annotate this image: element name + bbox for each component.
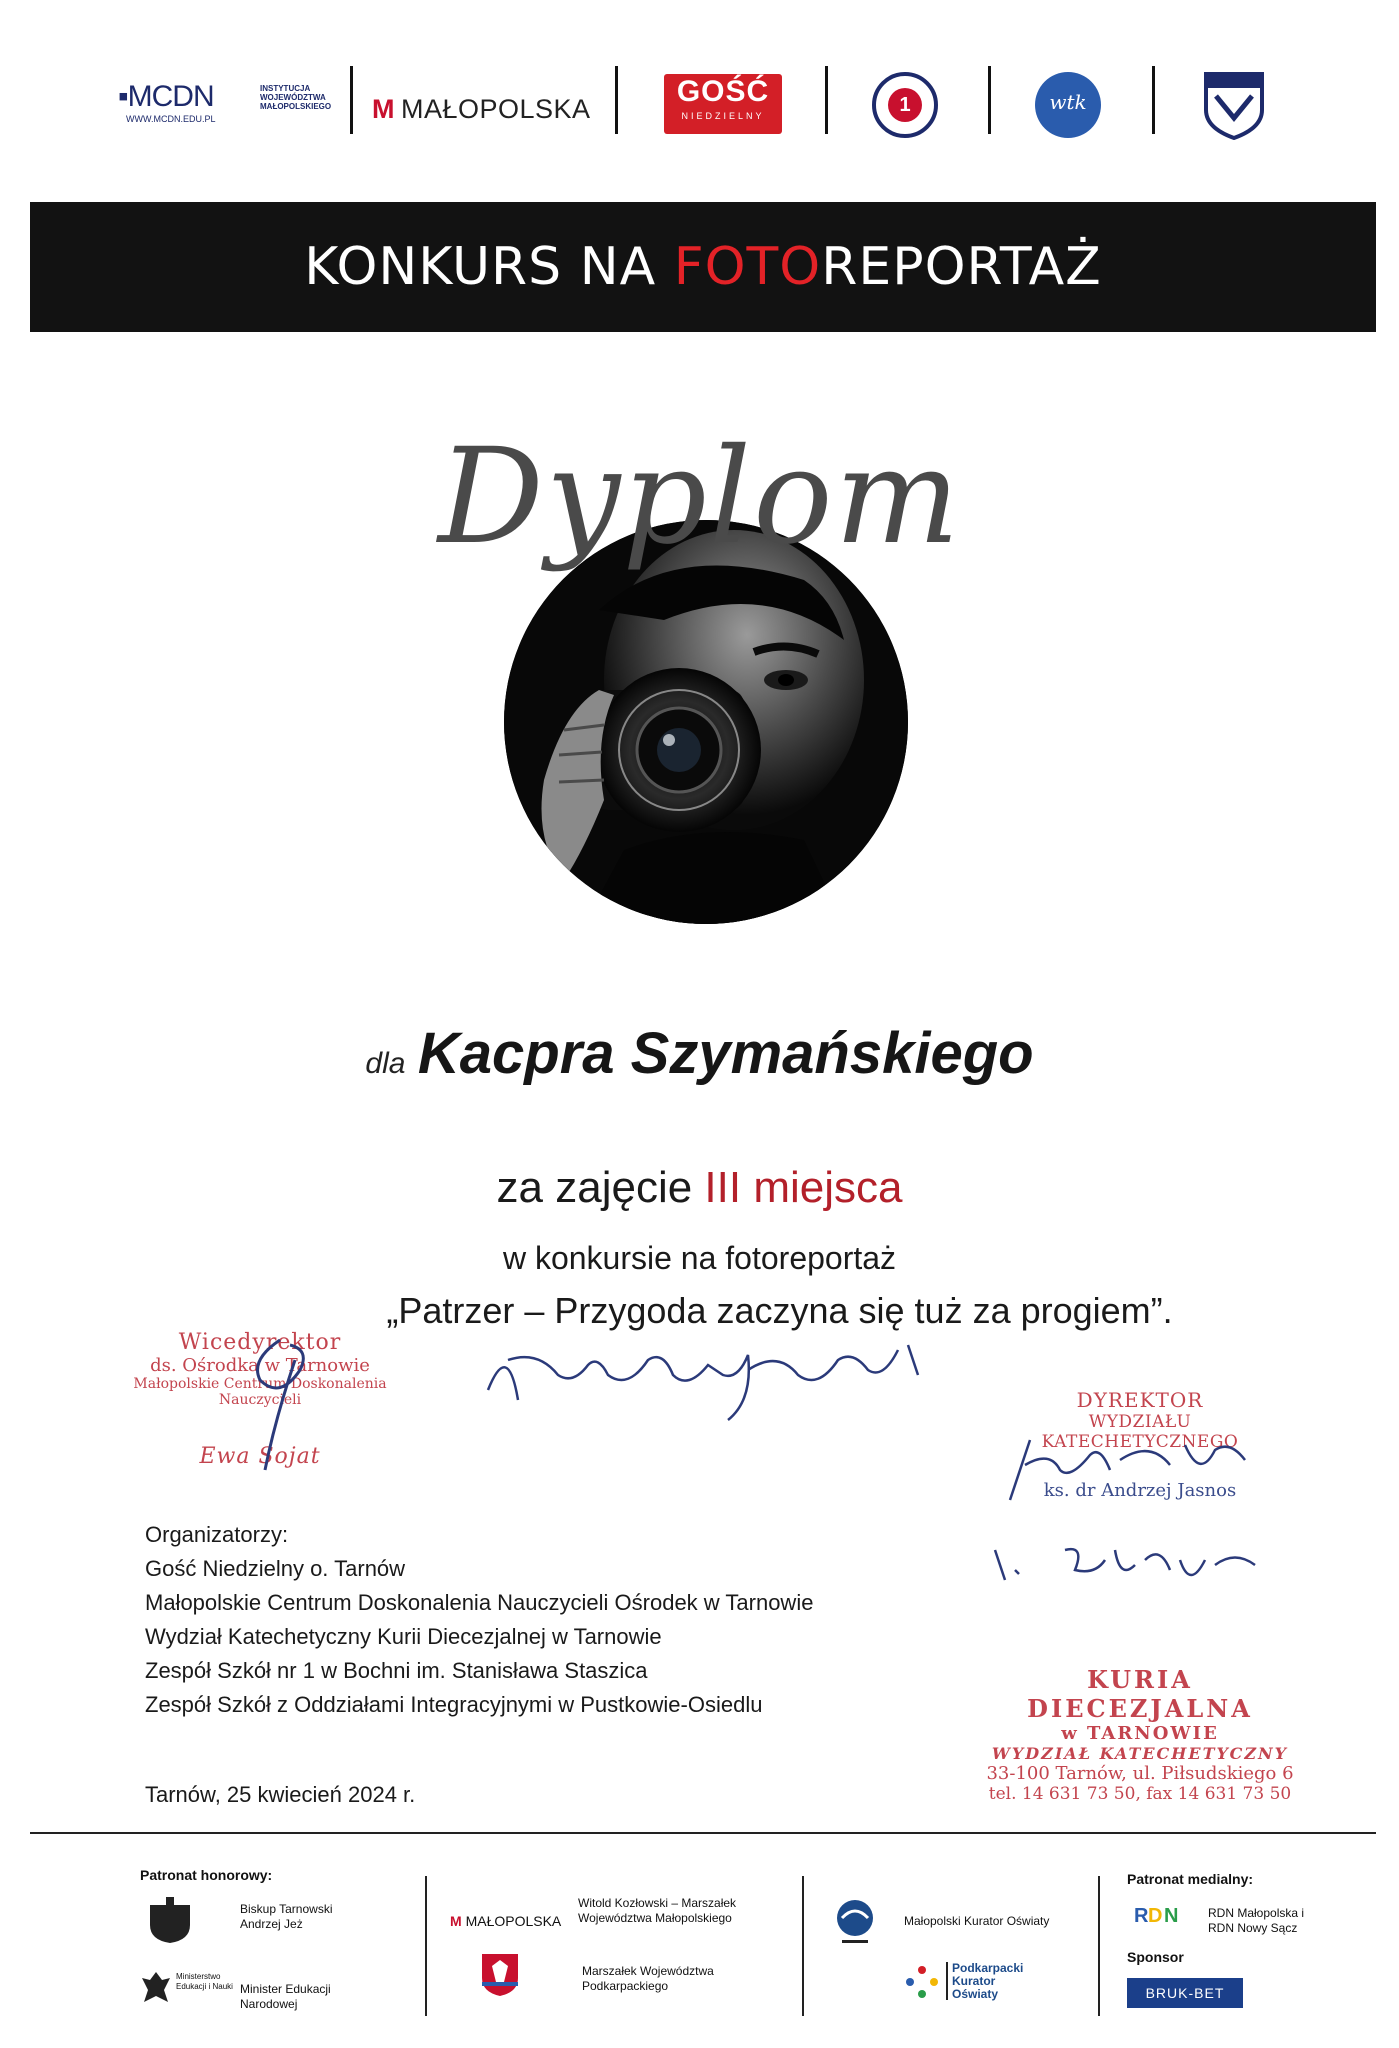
kuria-phone: tel. 14 631 73 50, fax 14 631 73 50 bbox=[988, 1784, 1292, 1804]
award-place: III miejsca bbox=[704, 1163, 903, 1212]
media-patronage-label: Patronat medialny: bbox=[1127, 1871, 1254, 1887]
logo-divider bbox=[825, 66, 828, 134]
organizer-item: Wydział Katechetyczny Kurii Diecezjalnej w Tarnowie bbox=[145, 1624, 662, 1649]
organizer-item: Małopolskie Centrum Doskonalenia Nauczycieli Ośrodek w Tarnowie bbox=[145, 1590, 814, 1615]
footer-separator bbox=[802, 1876, 804, 2016]
mcdn-url: WWW.MCDN.EDU.PL bbox=[126, 114, 216, 124]
director-title: DYREKTOR bbox=[1076, 1388, 1204, 1412]
kuria-department: WYDZIAŁ KATECHETYCZNY bbox=[991, 1744, 1289, 1763]
organizers-list bbox=[145, 1518, 813, 1722]
podkarpacki-kurator-logo-icon bbox=[900, 1962, 944, 2002]
rdn-logo-icon bbox=[1132, 1898, 1186, 1932]
award-prefix: za zajęcie bbox=[496, 1163, 705, 1212]
partner-logos-row bbox=[110, 60, 1280, 140]
logo-divider bbox=[350, 66, 353, 134]
vice-director-branch: ds. Ośrodka w Tarnowie bbox=[150, 1355, 370, 1376]
footer-malopolska-text: MAŁOPOLSKA bbox=[465, 1913, 562, 1929]
malopolska-logo bbox=[372, 94, 591, 125]
kuria-signature-image bbox=[985, 1520, 1275, 1600]
organizer-item: Gość Niedzielny o. Tarnów bbox=[145, 1556, 406, 1581]
marshal-malopolska-patron: Witold Kozłowski – Marszałek Województwa Małopolskiego bbox=[578, 1896, 737, 1925]
mcdn-logo: ▪MCDN WWW.MCDN.EDU.PL INSTYTUCJA WOJEWÓDZTWA MAŁOPOLSKIEGO bbox=[118, 80, 216, 124]
marshal-podkarpackie-patron: Marszałek Województwa Podkarpackiego bbox=[582, 1964, 714, 1993]
vice-director-institution: Małopolskie Centrum Doskonalenia Nauczycieli bbox=[133, 1376, 387, 1408]
kuria-name: KURIA DIECEZJALNA bbox=[1027, 1665, 1253, 1723]
recipient-prefix: dla bbox=[365, 1047, 406, 1080]
gosc-niedzielny-logo bbox=[664, 74, 782, 134]
school-crest-icon bbox=[1200, 70, 1268, 140]
gosc-title: GOŚĆ bbox=[676, 75, 770, 108]
banner-highlight: FOTO bbox=[673, 237, 822, 297]
kuria-address: 33-100 Tarnów, ul. Piłsudskiego 6 bbox=[986, 1763, 1294, 1784]
award-contest-line: w konkursie na fotoreportaż bbox=[502, 1240, 897, 1276]
logo-divider bbox=[988, 66, 991, 134]
gosc-subtitle: NIEDZIELNY bbox=[681, 111, 765, 121]
award-place-line bbox=[0, 1163, 1399, 1213]
banner-title bbox=[30, 202, 1376, 332]
polish-eagle-icon bbox=[140, 1968, 172, 2008]
podkarpacki-kurator-patron: Podkarpacki Kurator Oświaty bbox=[952, 1961, 1024, 2001]
footer-divider bbox=[30, 1832, 1376, 1834]
honorary-patronage-label: Patronat honorowy: bbox=[140, 1867, 273, 1883]
vice-director-title: Wicedyrektor bbox=[178, 1330, 342, 1355]
kuria-stamp bbox=[970, 1665, 1310, 1804]
photographer-photo bbox=[504, 520, 908, 924]
footer-separator bbox=[1098, 1876, 1100, 2016]
wtk-logo: wtk bbox=[1035, 72, 1101, 138]
bishop-patron: Biskup Tarnowski Andrzej Jeż bbox=[240, 1902, 333, 1931]
recipient-line bbox=[0, 1020, 1399, 1087]
vice-director-stamp bbox=[95, 1330, 425, 1469]
ministry-logo-text: Ministerstwo Edukacji i Nauki bbox=[176, 1972, 233, 1991]
footer-malopolska-logo: M MAŁOPOLSKA bbox=[450, 1913, 562, 1929]
minister-patron: Minister Edukacji Narodowej bbox=[240, 1982, 331, 2011]
malopolska-m-icon: M bbox=[372, 94, 395, 124]
director-department: WYDZIAŁU KATECHETYCZNEGO bbox=[1041, 1412, 1239, 1452]
issue-date: Tarnów, 25 kwiecień 2024 r. bbox=[145, 1782, 416, 1807]
malopolski-kurator-logo-icon bbox=[830, 1896, 880, 1946]
kuria-city: w TARNOWIE bbox=[1061, 1723, 1219, 1744]
malopolska-logo-text: MAŁOPOLSKA bbox=[401, 94, 591, 124]
director-stamp bbox=[990, 1388, 1290, 1501]
organizer-item: Zespół Szkół nr 1 w Bochni im. Stanisława Staszica bbox=[145, 1658, 648, 1683]
photographer-camera-image bbox=[504, 520, 908, 924]
school-one-number: 1 bbox=[888, 88, 922, 122]
bishop-coat-of-arms-icon bbox=[140, 1895, 200, 1945]
mcdn-institution: INSTYTUCJA WOJEWÓDZTWA MAŁOPOLSKIEGO bbox=[260, 84, 332, 111]
contest-banner bbox=[30, 202, 1376, 332]
vice-director-name: Ewa Sojat bbox=[199, 1444, 321, 1469]
mcdn-name: MCDN bbox=[127, 80, 214, 113]
footer-separator bbox=[425, 1876, 427, 2016]
banner-suffix: REPORTAŻ bbox=[821, 237, 1102, 297]
sponsor-label: Sponsor bbox=[1127, 1949, 1184, 1965]
svg-text:R: R bbox=[1134, 1905, 1149, 1927]
bruk-bet-sponsor-logo: BRUK-BET bbox=[1127, 1978, 1243, 2008]
podkarpackie-coat-of-arms-icon bbox=[480, 1952, 520, 1998]
award-contest-title: „Patrzer – Przygoda zaczyna się tuż za progiem”. bbox=[386, 1290, 1173, 1331]
organizers-title: Organizatorzy: bbox=[145, 1522, 289, 1547]
svg-text:D: D bbox=[1148, 1905, 1163, 1927]
malopolski-kurator-patron: Małopolski Kurator Oświaty bbox=[904, 1914, 1050, 1928]
recipient-name: Kacpra Szymańskiego bbox=[417, 1021, 1034, 1086]
school-one-logo bbox=[872, 72, 938, 138]
svg-text:N: N bbox=[1164, 1905, 1179, 1927]
logo-divider bbox=[1152, 66, 1155, 134]
logo-divider bbox=[615, 66, 618, 134]
rdn-media-patron: RDN Małopolska i RDN Nowy Sącz bbox=[1208, 1906, 1305, 1935]
director-name: ks. dr Andrzej Jasnos bbox=[1043, 1480, 1237, 1501]
diploma-title: Dyplom bbox=[438, 420, 962, 574]
central-signature-image bbox=[478, 1320, 938, 1430]
organizer-item: Zespół Szkół z Oddziałami Integracyjnymi w Pustkowie-Osiedlu bbox=[145, 1692, 763, 1717]
podkarpacki-logo-divider bbox=[946, 1962, 948, 2000]
banner-prefix: KONKURS NA bbox=[304, 237, 674, 297]
